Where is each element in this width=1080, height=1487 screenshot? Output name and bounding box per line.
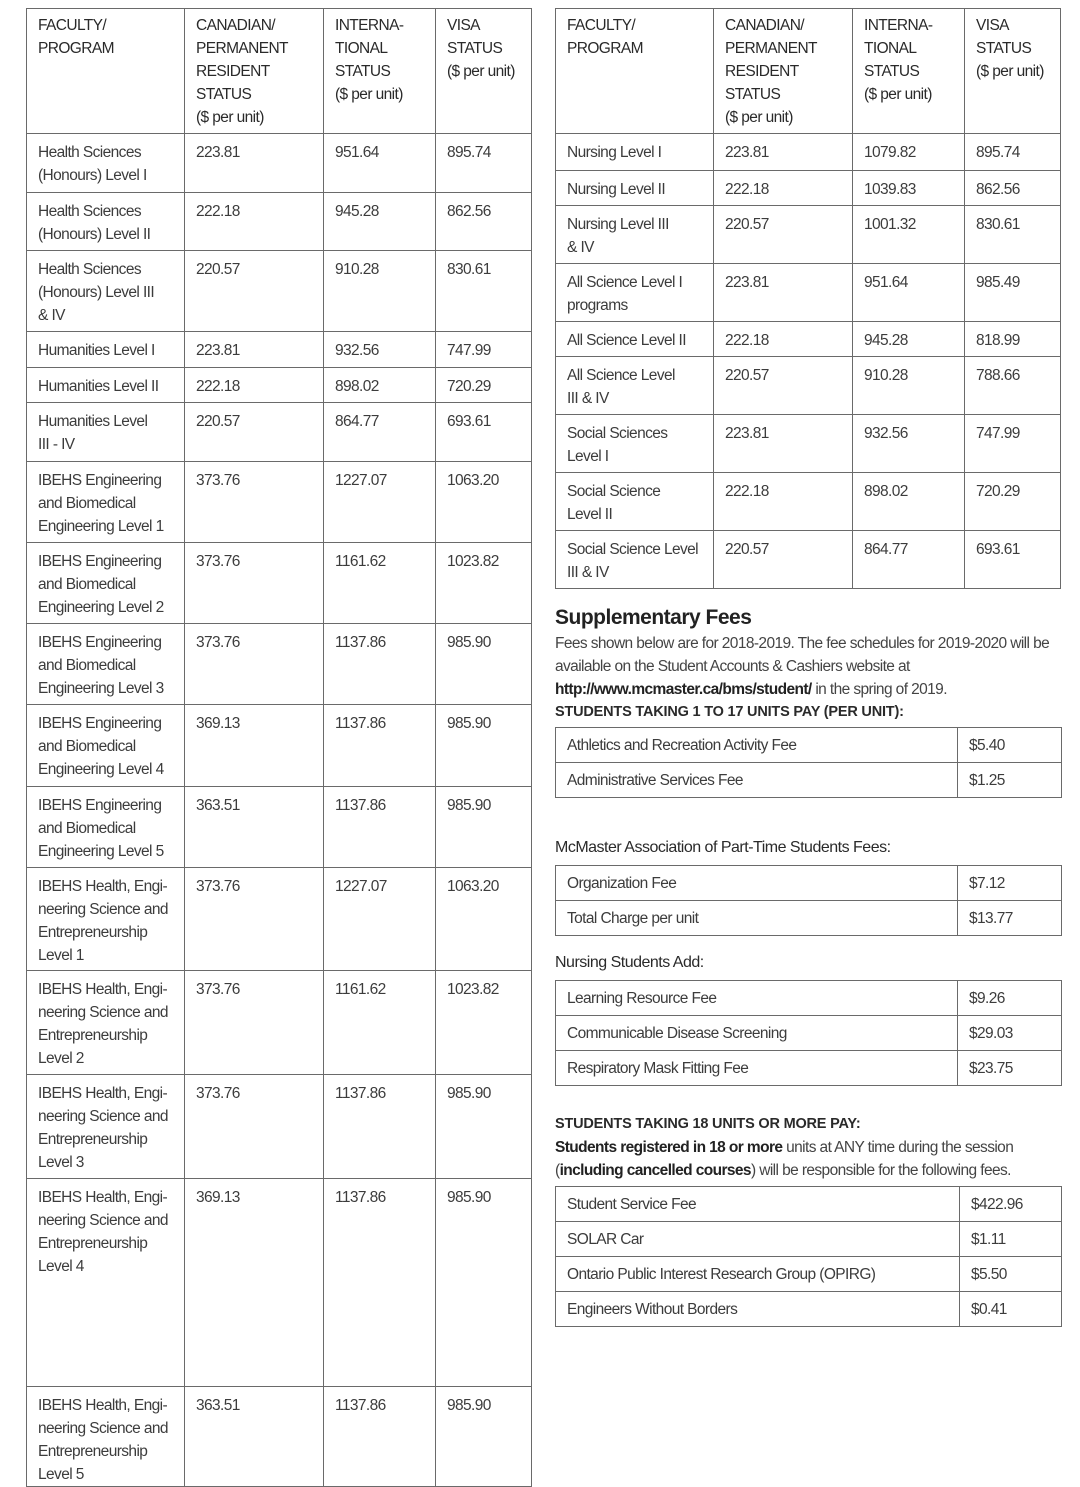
supplementary-fees-title: Supplementary Fees <box>555 606 752 629</box>
fee-name: Student Service Fee <box>556 1187 960 1222</box>
international-fee-cell: 1137.86 <box>324 1075 436 1179</box>
fee-amount: $5.40 <box>958 728 1062 763</box>
tuition-table-left <box>26 8 532 1487</box>
canadian-fee-cell: 220.57 <box>185 251 324 332</box>
canadian-fee-cell: 222.18 <box>714 322 853 357</box>
international-fee-cell: 1039.83 <box>853 171 965 206</box>
table-row <box>556 531 1061 589</box>
canadian-fee-cell: 220.57 <box>185 403 324 462</box>
fee-name: Organization Fee <box>556 866 958 901</box>
table-row <box>27 134 532 193</box>
fee-amount: $13.77 <box>958 901 1062 936</box>
fee-amount: $0.41 <box>960 1292 1062 1327</box>
fee-row <box>556 728 1062 763</box>
header-program: FACULTY/ PROGRAM <box>27 9 185 134</box>
canadian-fee-cell: 369.13 <box>185 1179 324 1387</box>
fee-name: Administrative Services Fee <box>556 763 958 798</box>
visa-fee-cell: 1063.20 <box>436 462 532 543</box>
table-row <box>27 543 532 624</box>
maps-fees-table <box>555 865 1062 936</box>
canadian-fee-cell: 373.76 <box>185 971 324 1075</box>
full-load-fees-table <box>555 1186 1062 1327</box>
fee-amount: $23.75 <box>958 1051 1062 1086</box>
visa-fee-cell: 1023.82 <box>436 971 532 1075</box>
tuition-table-right <box>555 8 1061 589</box>
program-cell: IBEHS Engineering and Biomedical Engineering Level 4 <box>27 705 185 787</box>
visa-fee-cell: 895.74 <box>965 134 1061 171</box>
table-row <box>556 357 1061 415</box>
fee-row <box>556 981 1062 1016</box>
international-fee-cell: 898.02 <box>324 368 436 403</box>
international-fee-cell: 1227.07 <box>324 868 436 971</box>
maps-heading: McMaster Association of Part-Time Students Fees: <box>555 839 891 856</box>
visa-fee-cell: 830.61 <box>436 251 532 332</box>
table-row <box>27 868 532 971</box>
international-fee-cell: 951.64 <box>853 264 965 322</box>
canadian-fee-cell: 223.81 <box>714 415 853 473</box>
fee-amount: $29.03 <box>958 1016 1062 1051</box>
program-cell: IBEHS Engineering and Biomedical Engineering Level 3 <box>27 624 185 705</box>
visa-fee-cell: 895.74 <box>436 134 532 193</box>
canadian-fee-cell: 222.18 <box>714 473 853 531</box>
international-fee-cell: 1227.07 <box>324 462 436 543</box>
visa-fee-cell: 985.90 <box>436 1075 532 1179</box>
table-row <box>27 787 532 868</box>
full-p3: including cancelled courses <box>559 1162 751 1179</box>
international-fee-cell: 1161.62 <box>324 543 436 624</box>
fee-row <box>556 1222 1062 1257</box>
international-fee-cell: 864.77 <box>853 531 965 589</box>
fee-row <box>556 901 1062 936</box>
canadian-fee-cell: 222.18 <box>185 368 324 403</box>
fee-amount: $1.11 <box>960 1222 1062 1257</box>
international-fee-cell: 945.28 <box>324 193 436 251</box>
international-fee-cell: 898.02 <box>853 473 965 531</box>
program-cell: Health Sciences (Honours) Level III & IV <box>27 251 185 332</box>
fee-amount: $7.12 <box>958 866 1062 901</box>
visa-fee-cell: 985.90 <box>436 1179 532 1387</box>
fee-amount: $5.50 <box>960 1257 1062 1292</box>
table-row <box>27 403 532 462</box>
international-fee-cell: 1137.86 <box>324 1179 436 1387</box>
fee-name: Learning Resource Fee <box>556 981 958 1016</box>
table-row <box>27 624 532 705</box>
program-cell: Humanities Level II <box>27 368 185 403</box>
table-row <box>27 1387 532 1487</box>
header-visa: VISA STATUS ($ per unit) <box>965 9 1061 134</box>
fee-row <box>556 1051 1062 1086</box>
fee-row <box>556 1187 1062 1222</box>
fee-name: Total Charge per unit <box>556 901 958 936</box>
canadian-fee-cell: 369.13 <box>185 705 324 787</box>
program-cell: All Science Level I programs <box>556 264 714 322</box>
canadian-fee-cell: 373.76 <box>185 462 324 543</box>
international-fee-cell: 1161.62 <box>324 971 436 1075</box>
visa-fee-cell: 693.61 <box>965 531 1061 589</box>
visa-fee-cell: 747.99 <box>436 332 532 368</box>
visa-fee-cell: 720.29 <box>436 368 532 403</box>
table-row <box>27 1179 532 1387</box>
program-cell: Nursing Level II <box>556 171 714 206</box>
table-row <box>556 264 1061 322</box>
international-fee-cell: 1001.32 <box>853 206 965 264</box>
international-fee-cell: 1137.86 <box>324 1387 436 1487</box>
visa-fee-cell: 985.90 <box>436 624 532 705</box>
table-row <box>27 332 532 368</box>
table-row <box>27 193 532 251</box>
fee-amount: $422.96 <box>960 1187 1062 1222</box>
table-row <box>27 368 532 403</box>
fee-name: SOLAR Car <box>556 1222 960 1257</box>
international-fee-cell: 1079.82 <box>853 134 965 171</box>
international-fee-cell: 932.56 <box>324 332 436 368</box>
program-cell: IBEHS Health, Engi- neering Science and Entrepreneurship Level 3 <box>27 1075 185 1179</box>
table-row <box>556 171 1061 206</box>
visa-fee-cell: 747.99 <box>965 415 1061 473</box>
visa-fee-cell: 862.56 <box>965 171 1061 206</box>
canadian-fee-cell: 220.57 <box>714 206 853 264</box>
visa-fee-cell: 985.90 <box>436 1387 532 1487</box>
fee-amount: $1.25 <box>958 763 1062 798</box>
per-unit-heading: STUDENTS TAKING 1 TO 17 UNITS PAY (PER UNIT): <box>555 704 904 720</box>
fee-name: Respiratory Mask Fitting Fee <box>556 1051 958 1086</box>
full-p1: Students registered in 18 or more <box>555 1139 783 1156</box>
international-fee-cell: 1137.86 <box>324 624 436 705</box>
program-cell: Health Sciences (Honours) Level I <box>27 134 185 193</box>
fee-row <box>556 1292 1062 1327</box>
program-cell: Social Sciences Level I <box>556 415 714 473</box>
canadian-fee-cell: 222.18 <box>714 171 853 206</box>
visa-fee-cell: 830.61 <box>965 206 1061 264</box>
table-row <box>556 322 1061 357</box>
canadian-fee-cell: 373.76 <box>185 624 324 705</box>
intro-text: Fees shown below are for 2018-2019. The fee schedules for 2019-2020 will be available on the Student Accounts & Cashiers website at <box>555 635 1050 675</box>
program-cell: IBEHS Engineering and Biomedical Engineering Level 5 <box>27 787 185 868</box>
canadian-fee-cell: 373.76 <box>185 1075 324 1179</box>
visa-fee-cell: 693.61 <box>436 403 532 462</box>
canadian-fee-cell: 220.57 <box>714 357 853 415</box>
visa-fee-cell: 985.90 <box>436 705 532 787</box>
table-row <box>556 206 1061 264</box>
header-canadian: CANADIAN/ PERMANENT RESIDENT STATUS ($ per unit) <box>714 9 853 134</box>
visa-fee-cell: 818.99 <box>965 322 1061 357</box>
fee-name: Athletics and Recreation Activity Fee <box>556 728 958 763</box>
header-canadian: CANADIAN/ PERMANENT RESIDENT STATUS ($ per unit) <box>185 9 324 134</box>
table-row <box>27 251 532 332</box>
program-cell: Humanities Level III - IV <box>27 403 185 462</box>
canadian-fee-cell: 223.81 <box>714 264 853 322</box>
program-cell: IBEHS Health, Engi- neering Science and Entrepreneurship Level 1 <box>27 868 185 971</box>
header-row <box>27 9 532 134</box>
international-fee-cell: 951.64 <box>324 134 436 193</box>
supplementary-intro <box>555 632 1067 701</box>
international-fee-cell: 864.77 <box>324 403 436 462</box>
visa-fee-cell: 788.66 <box>965 357 1061 415</box>
international-fee-cell: 910.28 <box>853 357 965 415</box>
fee-amount: $9.26 <box>958 981 1062 1016</box>
international-fee-cell: 1137.86 <box>324 705 436 787</box>
full-p4: ) will be responsible for the following fees. <box>750 1162 1011 1179</box>
canadian-fee-cell: 373.76 <box>185 543 324 624</box>
full-load-paragraph <box>555 1136 1070 1182</box>
table-row <box>556 415 1061 473</box>
table-row <box>27 462 532 543</box>
program-cell: IBEHS Health, Engi- neering Science and Entrepreneurship Level 5 <box>27 1387 185 1487</box>
canadian-fee-cell: 363.51 <box>185 787 324 868</box>
visa-fee-cell: 720.29 <box>965 473 1061 531</box>
fee-name: Communicable Disease Screening <box>556 1016 958 1051</box>
canadian-fee-cell: 223.81 <box>714 134 853 171</box>
program-cell: IBEHS Engineering and Biomedical Engineering Level 2 <box>27 543 185 624</box>
canadian-fee-cell: 373.76 <box>185 868 324 971</box>
visa-fee-cell: 1023.82 <box>436 543 532 624</box>
canadian-fee-cell: 220.57 <box>714 531 853 589</box>
fee-row <box>556 1016 1062 1051</box>
visa-fee-cell: 985.49 <box>965 264 1061 322</box>
table-row <box>27 971 532 1075</box>
canadian-fee-cell: 363.51 <box>185 1387 324 1487</box>
header-row <box>556 9 1061 134</box>
international-fee-cell: 932.56 <box>853 415 965 473</box>
header-international: INTERNA- TIONAL STATUS ($ per unit) <box>324 9 436 134</box>
program-cell: Health Sciences (Honours) Level II <box>27 193 185 251</box>
fee-row <box>556 763 1062 798</box>
table-row <box>27 1075 532 1179</box>
canadian-fee-cell: 222.18 <box>185 193 324 251</box>
full-p2: units at ANY time during the session ( <box>555 1139 1014 1179</box>
fee-name: Ontario Public Interest Research Group (OPIRG) <box>556 1257 960 1292</box>
visa-fee-cell: 1063.20 <box>436 868 532 971</box>
table-row <box>556 134 1061 171</box>
fee-name: Engineers Without Borders <box>556 1292 960 1327</box>
program-cell: IBEHS Engineering and Biomedical Engineering Level 1 <box>27 462 185 543</box>
header-visa: VISA STATUS ($ per unit) <box>436 9 532 134</box>
canadian-fee-cell: 223.81 <box>185 134 324 193</box>
intro-end-text: in the spring of 2019. <box>811 681 947 698</box>
table-row <box>556 473 1061 531</box>
table-row <box>27 705 532 787</box>
header-international: INTERNA- TIONAL STATUS ($ per unit) <box>853 9 965 134</box>
international-fee-cell: 1137.86 <box>324 787 436 868</box>
visa-fee-cell: 862.56 <box>436 193 532 251</box>
program-cell: All Science Level II <box>556 322 714 357</box>
student-accounts-link[interactable]: http://www.mcmaster.ca/bms/student/ <box>555 681 812 698</box>
program-cell: IBEHS Health, Engi- neering Science and Entrepreneurship Level 2 <box>27 971 185 1075</box>
nursing-heading: Nursing Students Add: <box>555 954 704 971</box>
visa-fee-cell: 985.90 <box>436 787 532 868</box>
fee-row <box>556 1257 1062 1292</box>
program-cell: All Science Level III & IV <box>556 357 714 415</box>
canadian-fee-cell: 223.81 <box>185 332 324 368</box>
program-cell: Nursing Level III & IV <box>556 206 714 264</box>
per-unit-fees-table <box>555 727 1062 798</box>
program-cell: IBEHS Health, Engi- neering Science and Entrepreneurship Level 4 <box>27 1179 185 1387</box>
international-fee-cell: 910.28 <box>324 251 436 332</box>
nursing-fees-table <box>555 980 1062 1086</box>
program-cell: Social Science Level II <box>556 473 714 531</box>
international-fee-cell: 945.28 <box>853 322 965 357</box>
fee-row <box>556 866 1062 901</box>
full-load-heading: STUDENTS TAKING 18 UNITS OR MORE PAY: <box>555 1116 861 1132</box>
header-program: FACULTY/ PROGRAM <box>556 9 714 134</box>
program-cell: Humanities Level I <box>27 332 185 368</box>
program-cell: Nursing Level I <box>556 134 714 171</box>
program-cell: Social Science Level III & IV <box>556 531 714 589</box>
